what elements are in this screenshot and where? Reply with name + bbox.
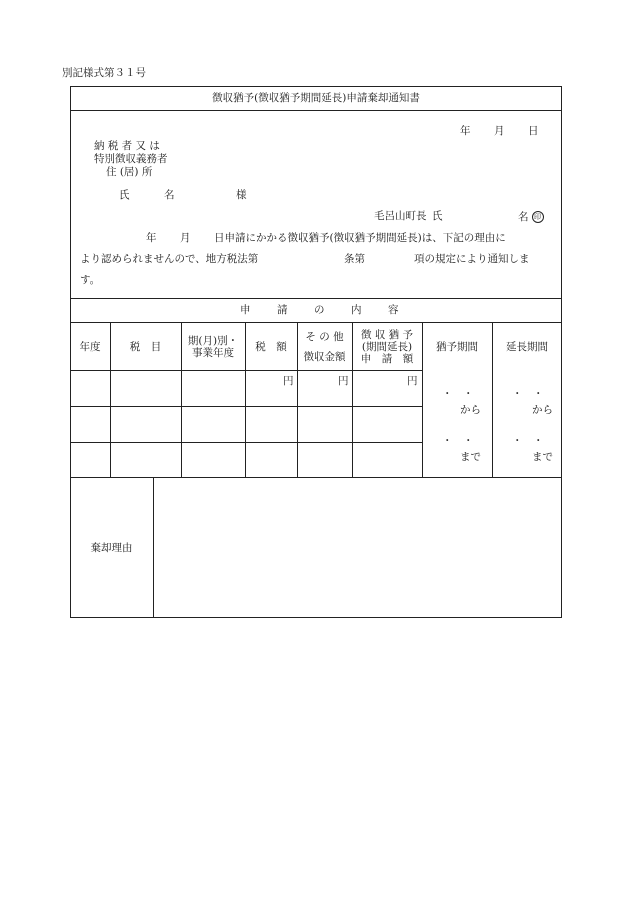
header-year: 年度 <box>79 341 101 353</box>
table-row-divider-2 <box>70 442 422 443</box>
table-row-divider-1 <box>70 406 422 407</box>
body-line2-part1: より認められませんので、地方税法第 <box>80 253 259 265</box>
col-divider-4 <box>297 322 298 477</box>
body-line1-text: 日申請にかかる徴収猶予(徴収猶予期間延長)は、下記の理由に <box>214 232 506 244</box>
section-header-char-1: 申 <box>240 304 251 316</box>
address-label: 住 (居) 所 <box>106 166 153 178</box>
header-other-2: 徴収金額 <box>303 351 346 363</box>
extension-from-date: ・ ・ <box>512 388 544 400</box>
header-period-2: 事業年度 <box>192 347 234 359</box>
deferral-from-label: から <box>460 404 481 416</box>
section-header-char-3: の <box>314 304 325 316</box>
section-header-char-5: 容 <box>388 304 399 316</box>
header-period-1: 期(月)別・ <box>187 335 239 347</box>
header-deferral-amount-3: 申 請 額 <box>360 353 414 365</box>
deferral-to-date: ・ ・ <box>442 435 474 447</box>
yen-other-amount: 円 <box>338 375 349 387</box>
issuer-name-label-2-text: 名 <box>518 211 529 223</box>
header-deferral-amount-1: 徴 収 猶 予 <box>360 329 413 341</box>
taxpayer-label-2: 特別徴収義務者 <box>94 153 168 165</box>
deferral-to-label: まで <box>460 451 481 463</box>
document-title: 徴収猶予(徴収猶予期間延長)申請棄却通知書 <box>212 92 420 104</box>
reason-divider <box>153 477 154 618</box>
body-line3: す。 <box>80 274 101 286</box>
extension-to-label: まで <box>532 451 553 463</box>
issuer-name-label-2 <box>518 211 544 223</box>
header-tax-amount: 税 額 <box>255 341 287 353</box>
section-header-divider <box>70 322 562 323</box>
taxpayer-label-1: 納 税 者 又 は <box>94 140 160 152</box>
issuer-title: 毛呂山町長 <box>374 210 427 222</box>
yen-deferral-amount: 円 <box>407 375 418 387</box>
extension-to-date: ・ ・ <box>512 435 544 447</box>
seal-icon: 印 <box>532 211 544 223</box>
header-other-1: そ の 他 <box>305 331 344 343</box>
body-line2-part2: 条第 <box>344 253 365 265</box>
name-label-1: 氏 <box>119 189 130 201</box>
section-header-char-4: 内 <box>351 304 362 316</box>
body-divider <box>70 298 562 299</box>
name-label-2: 名 <box>164 189 175 201</box>
table-bottom-divider <box>70 477 562 478</box>
header-extension-period: 延長期間 <box>506 341 548 353</box>
header-deferral-amount-2: (期間延長) <box>361 341 413 353</box>
yen-tax-amount: 円 <box>283 375 294 387</box>
date-year: 年 <box>460 125 471 137</box>
body-line2-part3: 項の規定により通知しま <box>414 253 530 265</box>
extension-from-label: から <box>532 404 553 416</box>
issuer-name-label-1: 氏 <box>432 210 443 222</box>
section-header-char-2: 請 <box>277 304 288 316</box>
form-number: 別記様式第３１号 <box>62 67 146 79</box>
table-header-divider <box>70 370 422 371</box>
body-year: 年 <box>146 232 157 244</box>
honorific: 様 <box>236 189 247 201</box>
date-month: 月 <box>494 125 505 137</box>
title-divider <box>70 110 562 111</box>
date-day: 日 <box>528 125 539 137</box>
header-deferral-period: 猶予期間 <box>436 341 478 353</box>
body-month: 月 <box>180 232 191 244</box>
rejection-reason-label: 棄却理由 <box>90 542 133 554</box>
deferral-from-date: ・ ・ <box>442 388 474 400</box>
header-tax-item: 税 目 <box>129 341 162 353</box>
